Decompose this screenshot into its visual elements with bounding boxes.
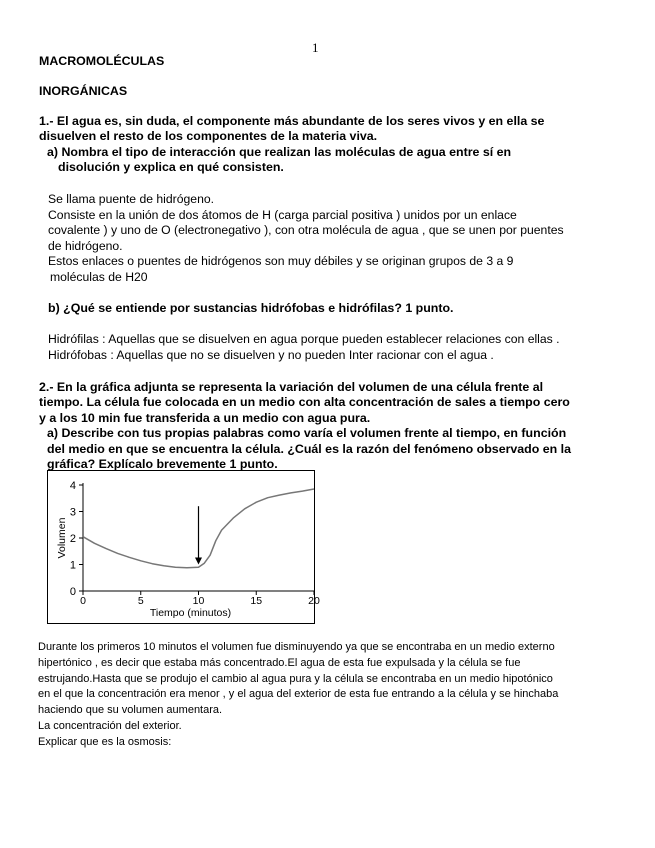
answer-line: Durante los primeros 10 minutos el volumen fue disminuyendo ya que se encontraba en un medio externo	[38, 641, 555, 653]
answer-line: Hidrófobas : Aquellas que no se disuelven y no pueden Inter racionar con el agua .	[48, 347, 494, 362]
heading-inorganicas: INORGÁNICAS	[39, 84, 128, 98]
answer-line: covalente ) y uno de O (electronegativo ), con otra molécula de agua , que se unen por puentes	[48, 223, 564, 238]
volume-chart	[48, 471, 320, 623]
answer-line: Consiste en la unión de dos átomos de H (carga parcial positiva ) unidos por un enlace	[48, 207, 517, 222]
q2-a-question-line: gráfica? Explícalo brevemente 1 punto.	[47, 457, 278, 472]
volume-chart-frame	[47, 470, 320, 624]
question-2	[39, 380, 599, 472]
q2-intro-line: tiempo. La célula fue colocada en un medio con alta concentración de sales a tiempo cero	[39, 395, 570, 410]
answer-line: Estos enlaces o puentes de hidrógenos son muy débiles y se originan grupos de 3 a 9	[48, 254, 514, 269]
answer-line: Se llama puente de hidrógeno.	[48, 192, 215, 206]
arrow-annotation-head	[195, 558, 202, 565]
q2-answer	[38, 640, 638, 751]
answer-line: en el que la concentración era menor , y el agua del exterior de esta fue entrando a la célula y se hinchaba	[38, 688, 559, 701]
x-axis-label: Tiempo (minutos)	[149, 607, 232, 619]
q1-a-answer	[48, 192, 603, 286]
q1-a-question-line: a) Nombra el tipo de interacción que realizan las moléculas de agua entre sí en	[47, 144, 512, 159]
q2-intro-line: y a los 10 min fue transferida a un medio con agua pura.	[39, 410, 371, 425]
q1-b-question: b) ¿Qué se entiende por sustancias hidrófobas e hidrófilas? 1 punto.	[48, 301, 454, 315]
heading-macromoleculas: MACROMOLÉCULAS	[39, 54, 165, 68]
x-tick-label: 0	[80, 595, 86, 607]
x-tick-label: 10	[192, 595, 205, 607]
answer-line: moléculas de H20	[50, 269, 148, 284]
question-1	[39, 114, 599, 176]
answer-line: de hidrógeno.	[48, 238, 123, 253]
answer-line: haciendo que su volumen aumentara.	[38, 704, 223, 717]
y-axis-label: Volumen	[56, 517, 68, 559]
q2-intro-line: 2.- En la gráfica adjunta se representa la variación del volumen de una célula frente al	[39, 380, 544, 394]
y-tick-label: 0	[69, 586, 76, 598]
y-tick-label: 4	[69, 480, 76, 492]
q2-a-question-line: a) Describe con tus propias palabras como varía el volumen frente al tiempo, en función	[47, 426, 567, 441]
x-tick-label: 20	[308, 595, 320, 607]
y-tick-label: 2	[69, 533, 76, 545]
q2-a-question-line: del medio en que se encuentra la célula. ¿Cuál es la razón del fenómeno observado en la	[47, 441, 572, 456]
x-tick-label: 5	[137, 595, 144, 607]
answer-line: estrujando.Hasta que se produjo el cambio al agua pura y la célula se encontraba en un medio hipotónico	[38, 672, 553, 685]
q1-intro-line: disuelven el resto de los componentes de la materia viva.	[39, 129, 378, 144]
answer-line: Hidrófilas : Aquellas que se disuelven en agua porque pueden establecer relaciones con ellas .	[48, 332, 560, 346]
y-tick-label: 3	[69, 506, 76, 519]
q1-intro-line: 1.- El agua es, sin duda, el componente más abundante de los seres vivos y en ella se	[39, 114, 545, 128]
q1-a-question-line: disolución y explica en qué consisten.	[58, 160, 284, 175]
page-number: 1	[312, 40, 319, 55]
answer-line: hipertónico , es decir que estaba más concentrado.El agua de esta fue expulsada y la célula se fue	[38, 656, 521, 669]
y-tick-label: 1	[69, 559, 76, 572]
q1-b-answer	[48, 332, 603, 363]
x-tick-label: 15	[250, 595, 263, 607]
answer-line: La concentración del exterior.	[38, 719, 182, 732]
answer-line: Explicar que es la osmosis:	[38, 735, 172, 748]
